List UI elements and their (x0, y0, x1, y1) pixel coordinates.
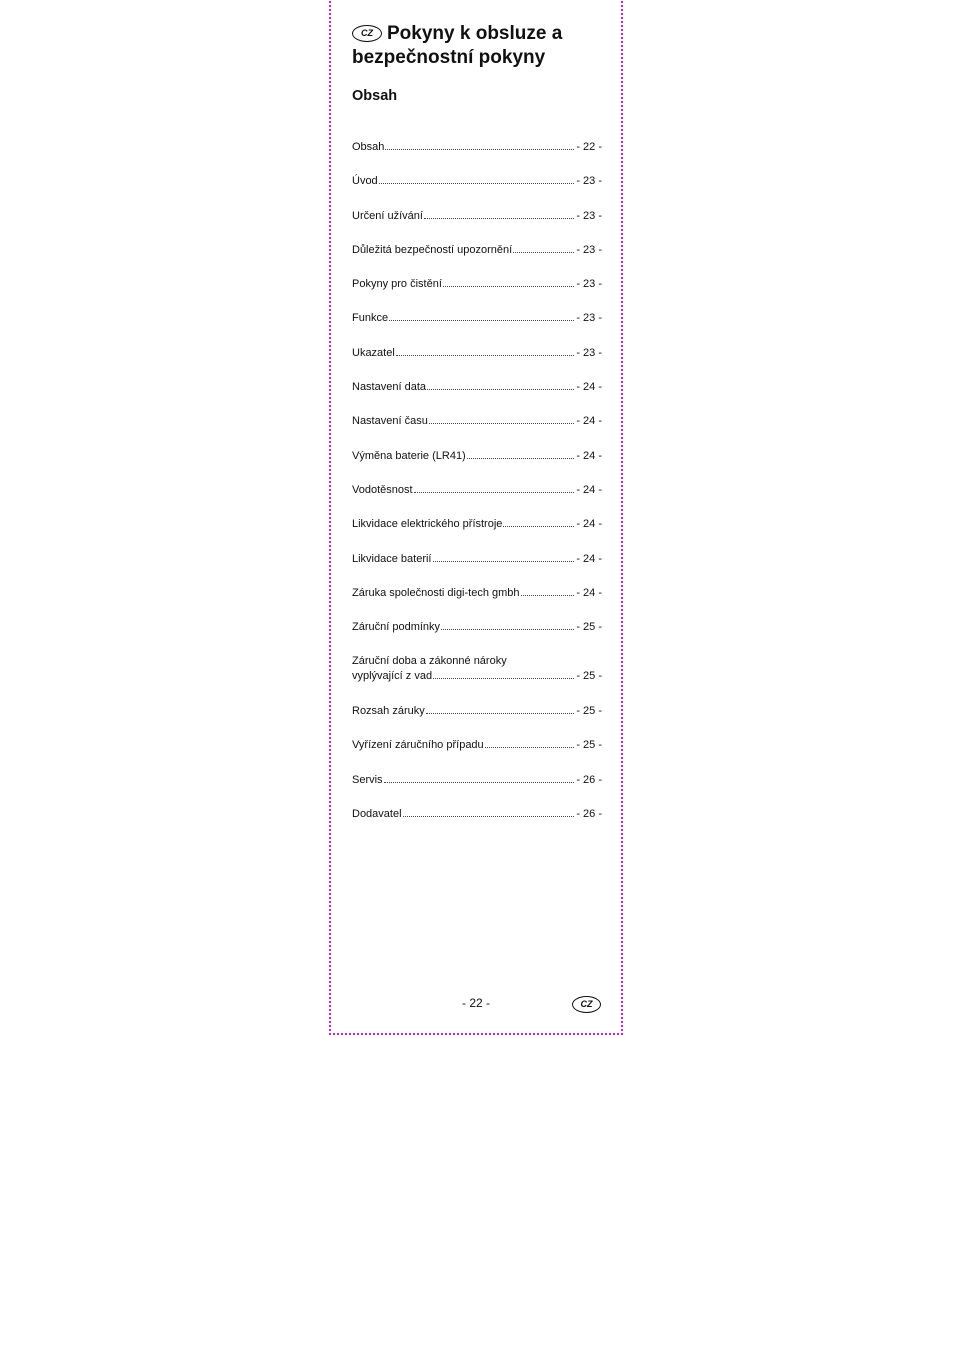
toc-entry-page: - 23 - (576, 209, 602, 222)
toc-entry[interactable] (352, 174, 602, 208)
toc-leader-dots (396, 355, 575, 356)
toc-leader-dots (467, 458, 575, 459)
toc-entry-page: - 24 - (576, 415, 602, 428)
toc-entry-page: - 23 - (576, 243, 602, 256)
toc-leader-dots (429, 423, 574, 424)
toc-entry-page: - 24 - (576, 381, 602, 394)
toc-entry[interactable] (352, 380, 602, 414)
toc-entry-page: - 23 - (576, 346, 602, 359)
toc-entry-label: Výměna baterie (LR41) (352, 449, 466, 462)
toc-entry-page: - 24 - (576, 586, 602, 599)
cz-language-badge: CZ (352, 25, 382, 42)
toc-leader-dots (485, 747, 575, 748)
toc-entry[interactable] (352, 243, 602, 277)
toc-entry-label: Vyřízení záručního případu (352, 739, 484, 752)
toc-entry-page: - 23 - (576, 278, 602, 291)
toc-leader-dots (443, 286, 574, 287)
toc-leader-dots (441, 629, 574, 630)
toc-leader-dots (503, 526, 574, 527)
toc-entry[interactable] (352, 311, 602, 345)
toc-entry-label: Likvidace baterií (352, 552, 432, 565)
table-of-contents (352, 140, 602, 841)
toc-entry-label: Servis (352, 773, 383, 786)
toc-entry-page: - 25 - (576, 739, 602, 752)
toc-entry-page: - 22 - (576, 141, 602, 153)
toc-entry[interactable] (352, 552, 602, 586)
toc-entry[interactable] (352, 449, 602, 483)
toc-entry-label: Záruka společnosti digi-tech gmbh (352, 586, 520, 599)
toc-entry-label: Záruční podmínky (352, 621, 441, 634)
toc-leader-dots (403, 816, 575, 817)
toc-entry[interactable] (352, 209, 602, 243)
toc-entry-label: Nastavení data (352, 381, 426, 394)
toc-entry-label: Nastavení času (352, 415, 428, 428)
toc-entry[interactable] (352, 346, 602, 380)
toc-leader-dots (389, 320, 574, 321)
toc-entry[interactable] (352, 620, 602, 654)
toc-entry-label: Likvidace elektrického přístroje (352, 518, 503, 531)
toc-entry-page: - 24 - (576, 518, 602, 531)
toc-leader-dots (384, 782, 575, 783)
toc-entry-label: Funkce (352, 312, 389, 325)
toc-entry[interactable] (352, 586, 602, 620)
toc-leader-dots (379, 183, 575, 184)
toc-entry-label: Dodavatel (352, 807, 402, 820)
toc-leader-dots (433, 561, 575, 562)
section-heading: Obsah (352, 88, 398, 104)
toc-entry-label: Obsah (352, 141, 385, 153)
toc-entry[interactable] (352, 483, 602, 517)
toc-leader-dots (433, 678, 574, 679)
toc-entry-page: - 25 - (576, 704, 602, 717)
toc-entry-label: Ukazatel (352, 346, 395, 359)
page-title-text: Pokyny k obsluze a bezpečnostní pokyny (352, 23, 563, 68)
toc-leader-dots (426, 713, 575, 714)
toc-entry-label: Záruční doba a zákonné nároky (352, 655, 507, 668)
toc-leader-dots (427, 389, 574, 390)
toc-entry-label: Rozsah záruky (352, 704, 425, 717)
footer-cz-badge: CZ (572, 996, 601, 1013)
toc-entry-page: - 23 - (576, 312, 602, 325)
toc-entry-page: - 26 - (576, 773, 602, 786)
toc-entry-label: vyplývající z vad (352, 670, 433, 683)
toc-leader-dots (414, 492, 575, 493)
page-title (352, 22, 602, 70)
toc-entry[interactable] (352, 654, 602, 704)
toc-entry[interactable] (352, 807, 602, 841)
toc-entry[interactable] (352, 277, 602, 311)
toc-entry-page: - 24 - (576, 552, 602, 565)
toc-leader-dots (385, 149, 574, 150)
toc-entry-page: - 26 - (576, 807, 602, 820)
toc-entry[interactable] (352, 738, 602, 772)
toc-entry-page: - 23 - (576, 175, 602, 188)
toc-entry-label: Úvod (352, 175, 378, 188)
toc-entry-page: - 24 - (576, 449, 602, 462)
toc-entry-label: Pokyny pro čistění (352, 278, 442, 291)
toc-entry-page: - 25 - (576, 621, 602, 634)
toc-entry-label: Důležitá bezpečností upozornění (352, 243, 513, 256)
toc-entry-page: - 24 - (576, 483, 602, 496)
toc-entry-page: - 25 - (576, 670, 602, 683)
toc-entry[interactable] (352, 517, 602, 551)
toc-entry-label: Vodotěsnost (352, 483, 413, 496)
toc-entry[interactable] (352, 140, 602, 174)
toc-entry[interactable] (352, 704, 602, 738)
toc-entry-label: Určení užívání (352, 209, 423, 222)
toc-leader-dots (424, 218, 574, 219)
footer-page-number: - 22 - (462, 996, 491, 1010)
toc-entry[interactable] (352, 414, 602, 448)
toc-leader-dots (521, 595, 575, 596)
toc-entry[interactable] (352, 773, 602, 807)
toc-leader-dots (513, 252, 574, 253)
